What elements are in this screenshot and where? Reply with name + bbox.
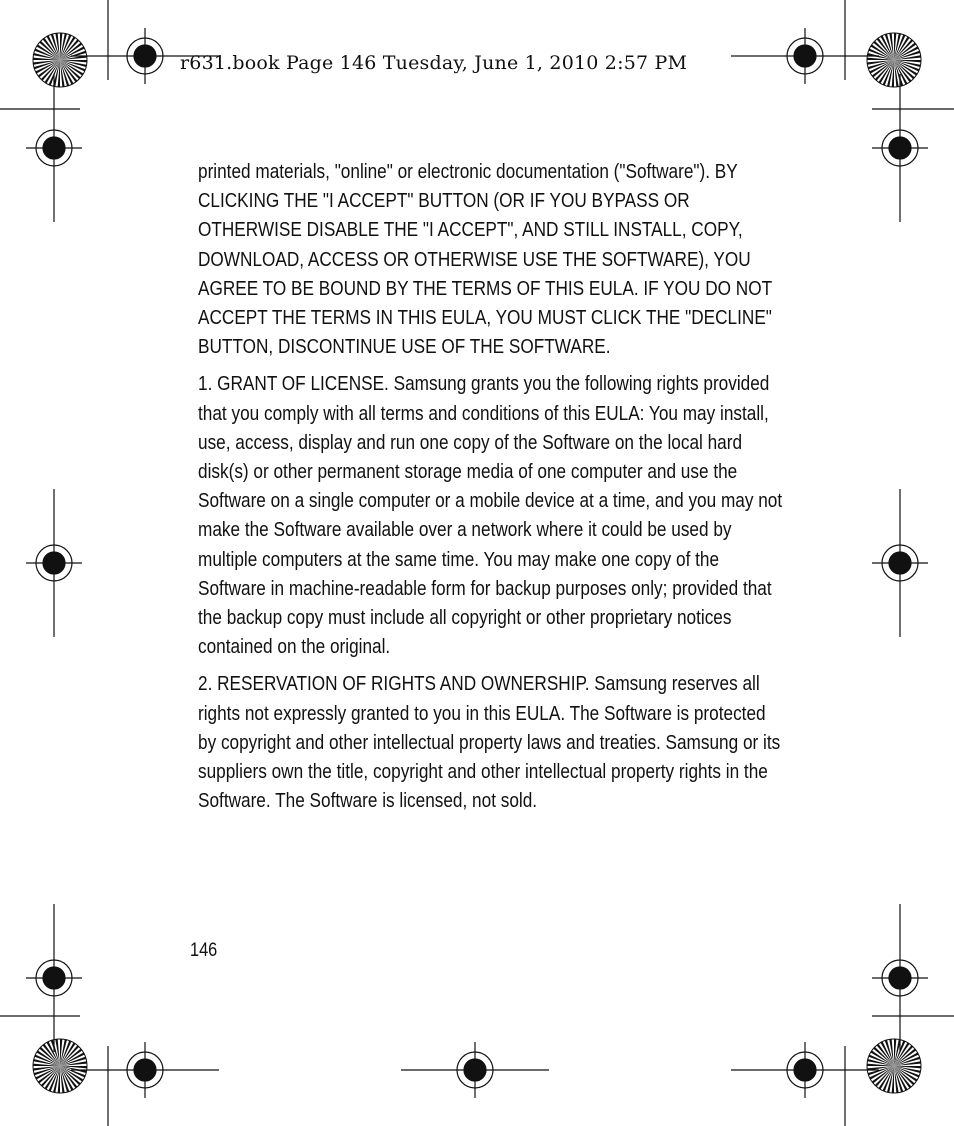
registration-target-icon — [26, 904, 82, 1052]
starburst-target-icon — [867, 33, 921, 87]
starburst-target-icon — [33, 33, 87, 87]
eula-paragraph-intro: printed materials, "online" or electronic documentation ("Software"). BY CLICKING THE "I ACCEPT" BUTTON (OR IF YOU BYPASS OR OTHERWISE DISABLE THE "I ACCEPT", AND STILL INSTALL, COPY, DOWNLOAD, ACCESS OR OTHERWISE USE THE SOFTWARE), YOU AGREE TO BE BOUND BY THE TERMS OF THIS EULA. IF YOU DO NOT ACCEPT THE TERMS IN THIS EULA, YOU MUST CLICK THE "DECLINE" BUTTON, DISCONTINUE USE OF THE SOFTWARE. — [198, 161, 772, 359]
registration-target-icon — [872, 904, 928, 1052]
registration-target-icon — [26, 74, 82, 222]
book-header-slug: r631.book Page 146 Tuesday, June 1, 2010 2:57 PM — [180, 52, 688, 74]
registration-target-icon — [71, 1042, 219, 1098]
registration-target-icon — [731, 28, 879, 84]
starburst-target-icon — [33, 1039, 87, 1093]
registration-target-icon — [872, 74, 928, 222]
registration-target-icon — [731, 1042, 879, 1098]
eula-paragraph-grant-of-license: 1. GRANT OF LICENSE. Samsung grants you the following rights provided that you comply with all terms and conditions of this EULA: You may install, use, access, display and run one copy of the Software on the local hard disk(s) or other permanent storage media of one computer and use the Software on a single computer or a mobile device at a time, and you may not make the Software available over a network where it could be used by multiple computers at the same time. You may make one copy of the Software in machine-readable form for backup purposes only; provided that the backup copy must include all copyright or other proprietary notices contained on the original. — [198, 373, 783, 659]
registration-target-icon — [872, 489, 928, 637]
eula-body — [198, 158, 783, 824]
eula-paragraph-reservation-of-rights: 2. RESERVATION OF RIGHTS AND OWNERSHIP. Samsung reserves all rights not expressly granted to you in this EULA. The Software is protected by copyright and other intellectual property laws and treaties. Samsung or its suppliers own the title, copyright and other intellectual property rights in the Software. The Software is licensed, not sold. — [198, 673, 781, 813]
page-number: 146 — [190, 940, 218, 961]
starburst-target-icon — [867, 1039, 921, 1093]
registration-target-icon — [26, 489, 82, 637]
registration-target-icon — [401, 1042, 549, 1098]
